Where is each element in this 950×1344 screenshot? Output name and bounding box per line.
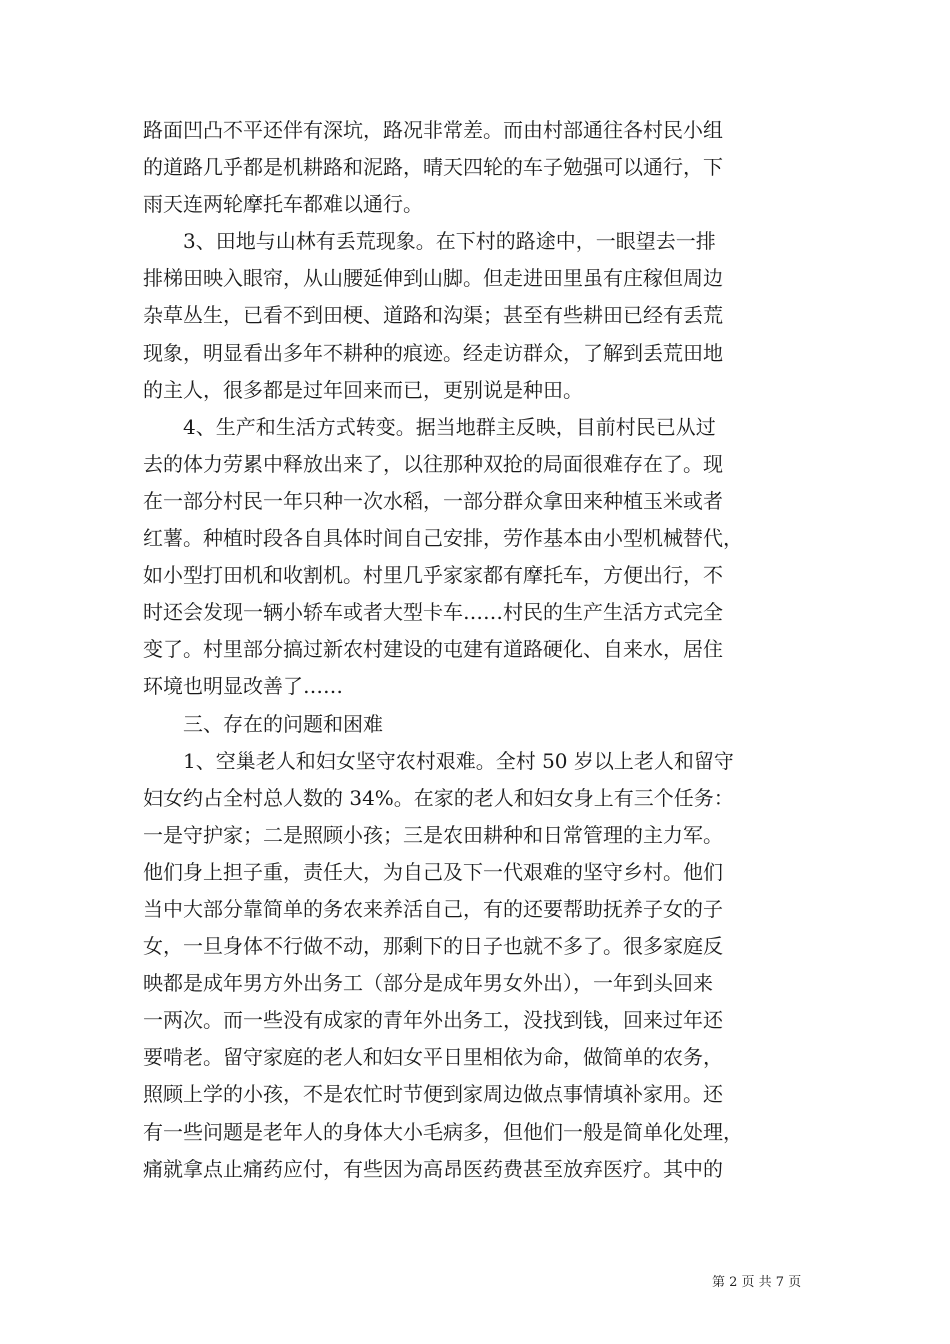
text-line: 妇女约占全村总人数的 34%。在家的老人和妇女身上有三个任务： (143, 785, 734, 810)
text-line: 时还会发现一辆小轿车或者大型卡车……村民的生产生活方式完全 (143, 600, 723, 625)
text-line: 去的体力劳累中释放出来了，以往那种双抢的局面很难存在了。现 (143, 451, 723, 476)
text-line: 要啃老。留守家庭的老人和妇女平日里相依为命，做简单的农务， (143, 1045, 723, 1070)
text-line: 4、生产和生活方式转变。据当地群主反映，目前村民已从过 (143, 414, 716, 439)
text-line: 雨天连两轮摩托车都难以通行。 (143, 192, 423, 217)
text-line: 路面凹凸不平还伴有深坑，路况非常差。而由村部通往各村民小组 (143, 118, 723, 142)
text-line: 当中大部分靠简单的务农来养活自己，有的还要帮助抚养子女的子 (143, 896, 723, 921)
text-line: 环境也明显改善了…… (143, 674, 343, 699)
text-line: 一是守护家；二是照顾小孩；三是农田耕种和日常管理的主力军。 (143, 822, 723, 847)
text-line: 照顾上学的小孩，不是农忙时节便到家周边做点事情填补家用。还 (143, 1082, 723, 1107)
text-line: 在一部分村民一年只种一次水稻，一部分群众拿田来种植玉米或者 (143, 488, 723, 513)
text-line: 女，一旦身体不行做不动，那剩下的日子也就不多了。很多家庭反 (143, 934, 723, 959)
text-line: 3、田地与山林有丢荒现象。在下村的路途中，一眼望去一排 (143, 229, 716, 254)
text-line: 他们身上担子重，责任大，为自己及下一代艰难的坚守乡村。他们 (143, 859, 723, 884)
page-number-footer: 第 2 页 共 7 页 (712, 1275, 802, 1290)
text-line: 一两次。而一些没有成家的青年外出务工，没找到钱，回来过年还 (143, 1008, 723, 1033)
text-line: 映都是成年男方外出务工（部分是成年男女外出），一年到头回来 (143, 971, 713, 996)
text-line: 的道路几乎都是机耕路和泥路，晴天四轮的车子勉强可以通行，下 (143, 155, 723, 180)
text-line: 变了。村里部分搞过新农村建设的屯建有道路硬化、自来水，居住 (143, 637, 723, 662)
body-text (143, 112, 809, 1188)
section-heading: 三、存在的问题和困难 (143, 711, 383, 736)
text-line: 如小型打田机和收割机。村里几乎家家都有摩托车，方便出行，不 (143, 563, 723, 588)
text-line: 排梯田映入眼帘，从山腰延伸到山脚。但走进田里虽有庄稼但周边 (143, 266, 723, 291)
text-line: 1、空巢老人和妇女坚守农村艰难。全村 50 岁以上老人和留守 (143, 748, 734, 773)
text-line: 有一些问题是老年人的身体大小毛病多，但他们一般是简单化处理， (143, 1119, 743, 1144)
text-line: 的主人，很多都是过年回来而已，更别说是种田。 (143, 377, 583, 402)
text-line: 杂草丛生，已看不到田梗、道路和沟渠；甚至有些耕田已经有丢荒 (143, 303, 723, 328)
text-line: 痛就拿点止痛药应付，有些因为高昂医药费甚至放弃医疗。其中的 (143, 1156, 723, 1181)
text-line: 现象，明显看出多年不耕种的痕迹。经走访群众，了解到丢荒田地 (143, 340, 723, 365)
text-line: 红薯。种植时段各自具体时间自己安排，劳作基本由小型机械替代， (143, 526, 743, 551)
